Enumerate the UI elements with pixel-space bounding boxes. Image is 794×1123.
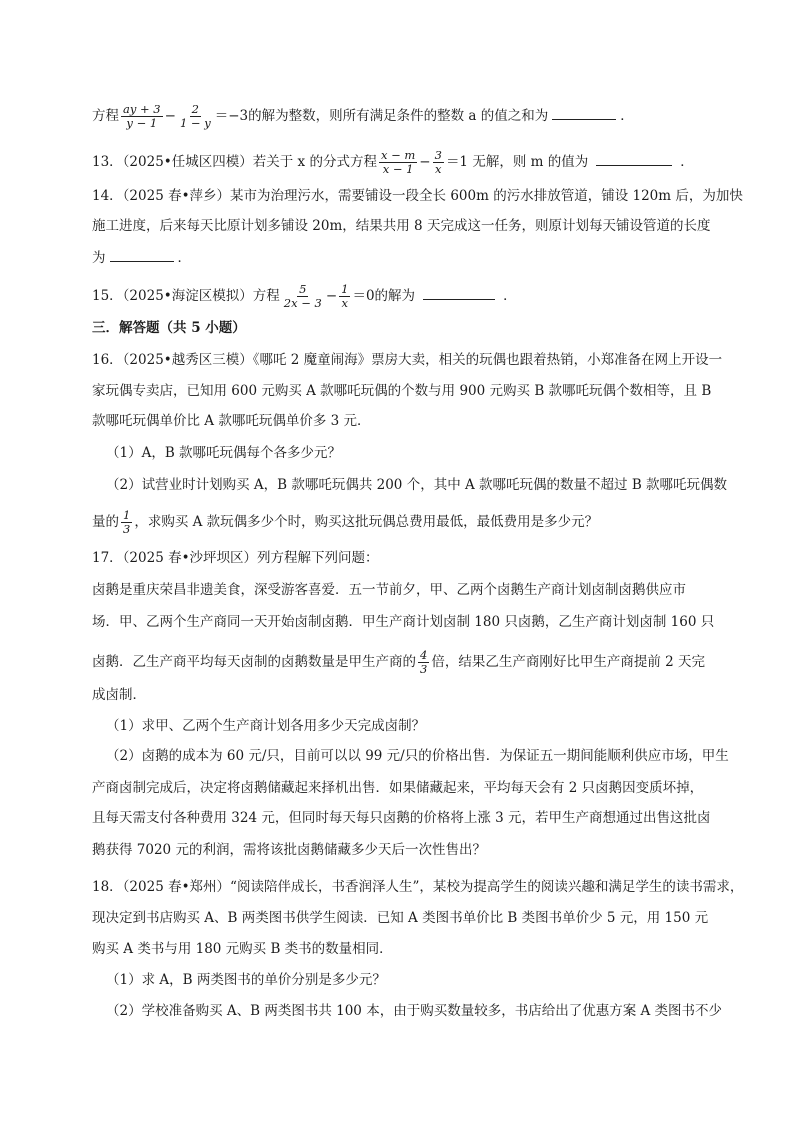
problem-18-line3	[92, 939, 393, 959]
text: 场．甲、乙两个生产商同一天开始卤制卤鹅．甲生产商计划卤制 180 只卤鹅，乙生产商计划卤制 160 只	[92, 614, 715, 630]
text: （1）求甲、乙两个生产商计划各用多少天完成卤制？	[106, 718, 426, 734]
problem-18-line2	[92, 908, 708, 928]
denominator: 3	[123, 522, 131, 536]
denominator: 1 − y	[179, 116, 211, 130]
denominator: x	[435, 162, 442, 176]
text: 家玩偶专卖店，已知用 600 元购买 A 款哪吒玩偶的个数与用 900 元购买 B 款哪吒玩偶个数相等，且 B	[92, 383, 712, 399]
text: 18．（2025 春•郑州）“阅读陪伴成长，书香润泽人生”，某校为提高学生的阅读兴趣和满足学生的读书需求，	[92, 879, 744, 895]
problem-17-part1	[106, 716, 425, 736]
numerator: 5	[299, 282, 307, 296]
text: 鹅获得 7020 元的利润，需将该批卤鹅储藏多少天后一次性售出？	[92, 842, 486, 858]
problem-18-part1	[106, 970, 386, 990]
text: （2）学校准备购买 A、B 两类图书共 100 本，由于购买数量较多，书店给出了优惠方案 A 类图书不少	[106, 1003, 723, 1019]
problem-14-line3	[92, 247, 191, 268]
operator: −	[164, 108, 176, 124]
problem-18-line1	[92, 877, 743, 897]
operator: −	[419, 154, 431, 170]
problem-16-line3	[92, 411, 371, 431]
text: （2）试营业时计划购买 A，B 款哪吒玩偶共 200 个，其中 A 款哪吒玩偶的数量不超过 B 款哪吒玩偶数	[106, 477, 728, 493]
text: 购买 A 类书与用 180 元购买 B 类书的数量相同．	[92, 941, 393, 957]
answer-blank[interactable]	[423, 285, 495, 300]
text: ．	[620, 108, 634, 124]
problem-17-line4	[92, 649, 705, 676]
text: 款哪吒玩偶单价比 A 款哪吒玩偶单价多 3 元．	[92, 413, 371, 429]
numerator: x − m	[380, 148, 416, 162]
problem-17-part2-line1	[106, 746, 729, 766]
fraction	[282, 283, 324, 310]
text: 17．（2025 春•沙坪坝区）列方程解下列问题：	[92, 550, 379, 566]
problem-16-part2-line1	[106, 475, 727, 495]
text: ＝−3的解为整数，则所有满足条件的整数 a 的值之和为	[214, 108, 549, 124]
text: ＝0的解为	[352, 288, 416, 304]
text: 14．（2025 春•萍乡）某市为治理污水，需要铺设一段全长 600m 的污水排放管道，铺设 120m 后，为加快	[92, 188, 743, 204]
text: 成卤制．	[92, 687, 146, 703]
denominator: x − 1	[382, 162, 414, 176]
text: ．	[680, 154, 694, 170]
text: 产商卤制完成后，决定将卤鹅储藏起来择机出售．如果储藏起来，平均每天会有 2 只卤鹅因变质坏掉，	[92, 780, 704, 796]
problem-17-line1	[92, 548, 379, 568]
text: 且每天需支付各种费用 324 元，但同时每天每只卤鹅的价格将上涨 3 元，若甲生产商想通过出售这批卤	[92, 810, 711, 826]
answer-blank[interactable]	[110, 247, 174, 262]
numerator: ay + 3	[123, 102, 161, 116]
problem-16-line2	[92, 381, 711, 401]
text: ，求购买 A 款玩偶多少个时，购买这批玩偶总费用最低，最低费用是多少元？	[134, 514, 599, 530]
problem-18-part2-line1	[106, 1001, 722, 1021]
fraction	[433, 149, 444, 176]
text: （2）卤鹅的成本为 60 元/只，目前可以以 99 元/只的价格出售．为保证五一期间能顺利供应市场，甲生	[106, 748, 729, 764]
text: 为	[92, 250, 106, 266]
problem-16-part1	[106, 443, 341, 463]
text: ．	[177, 250, 191, 266]
problem-16-line1	[92, 350, 722, 370]
problem-17-line2	[92, 580, 686, 600]
fraction	[379, 149, 417, 176]
section-heading: 三．解答题（共 5 小题）	[92, 320, 246, 336]
answer-blank[interactable]	[552, 105, 616, 120]
problem-14-line1	[92, 186, 743, 206]
problem-14-line2	[92, 216, 710, 236]
text: ＝1 无解，则 m 的值为	[445, 154, 589, 170]
text: （1）求 A，B 两类图书的单价分别是多少元？	[106, 972, 386, 988]
operator: −	[325, 288, 338, 304]
text: 方程	[92, 108, 119, 124]
problem-17-part2-line3	[92, 808, 711, 828]
problem-17-part2-line4	[92, 840, 486, 860]
denominator: y − 1	[126, 116, 158, 130]
numerator: 1	[123, 508, 131, 522]
numerator: 2	[191, 102, 199, 116]
text: ．	[503, 288, 517, 304]
text: 倍，结果乙生产商刚好比甲生产商提前 2 天完	[431, 654, 705, 670]
problem-15	[92, 283, 517, 310]
denominator: 2x − 3	[283, 296, 322, 310]
numerator: 3	[434, 148, 442, 162]
text: 15．（2025•海淀区模拟）方程	[92, 288, 280, 304]
fraction	[418, 649, 429, 676]
fraction	[121, 509, 132, 536]
fraction	[339, 283, 350, 310]
fraction	[178, 103, 213, 130]
problem-17-line3	[92, 612, 714, 632]
problem-16-part2-line2	[92, 509, 598, 536]
problem-17-part2-line2	[92, 778, 703, 798]
numerator: 4	[420, 648, 428, 662]
text: 现决定到书店购买 A、B 两类图书供学生阅读．已知 A 类图书单价比 B 类图书单价少 5 元，用 150 元	[92, 910, 709, 926]
text: 量的	[92, 514, 119, 530]
numerator: 1	[341, 282, 349, 296]
problem-13	[92, 149, 694, 176]
problem-12-tail	[92, 103, 634, 130]
text: （1）A，B 款哪吒玩偶每个各多少元？	[106, 445, 342, 461]
text: 卤鹅是重庆荣昌非遗美食，深受游客喜爱．五一节前夕，甲、乙两个卤鹅生产商计划卤制卤鹅供应市	[92, 582, 686, 598]
denominator: 3	[420, 662, 428, 676]
answer-blank[interactable]	[596, 151, 672, 166]
text: 13．（2025•任城区四模）若关于 x 的分式方程	[92, 154, 377, 170]
denominator: x	[341, 296, 349, 310]
problem-17-line5	[92, 685, 146, 705]
fraction	[121, 103, 163, 130]
text: 卤鹅．乙生产商平均每天卤制的卤鹅数量是甲生产商的	[92, 654, 416, 670]
text: 施工进度，后来每天比原计划多铺设 20m，结果共用 8 天完成这一任务，则原计划每天铺设管道的长度	[92, 218, 711, 234]
text: 16．（2025•越秀区三模）《哪吒 2 魔童闹海》票房大卖，相关的玩偶也跟着热销，小郑准备在网上开设一	[92, 352, 723, 368]
